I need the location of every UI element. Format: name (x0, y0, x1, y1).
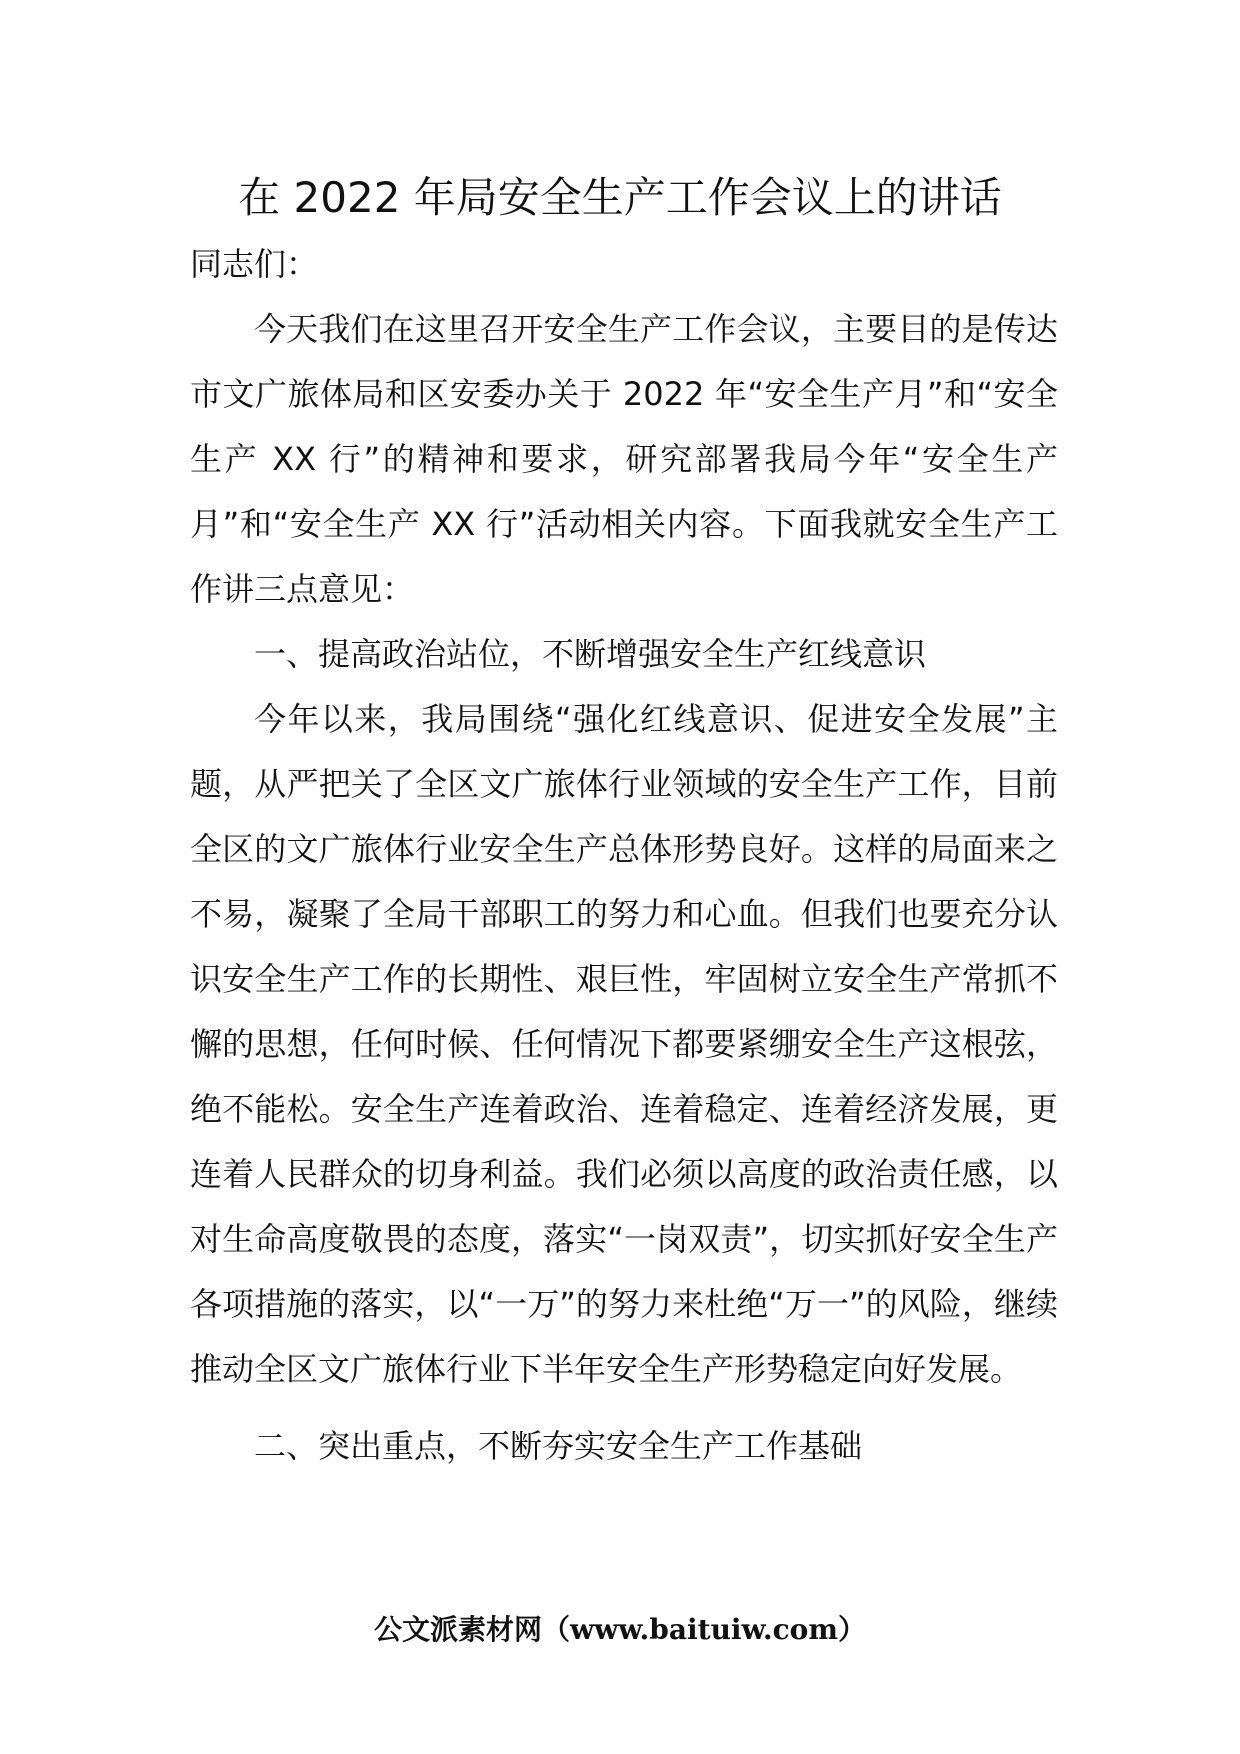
paragraph-section-1: 今年以来，我局围绕“强化红线意识、促进安全发展”主题，从严把关了全区文广旅体行业领域的安全生产工作，目前全区的文广旅体行业安全生产总体形势良好。这样的局面来之不易，凝聚了全局干部职工的努力和心血。但我们也要充分认识安全生产工作的长期性、艰巨性，牢固树立安全生产常抓不懈的思想，任何时候、任何情况下都要紧绷安全生产这根弦，绝不能松。安全生产连着政治、连着稳定、连着经济发展，更连着人民群众的切身利益。我们必须以高度的政治责任感，以对生命高度敬畏的态度，落实“一岗双责”，切实抓好安全生产各项措施的落实，以“一万”的努力来杜绝“万一”的风险，继续推动全区文广旅体行业下半年安全生产形势稳定向好发展。 (190, 700, 1058, 1388)
section-heading-1: 一、提高政治站位，不断增强安全生产红线意识 (254, 635, 927, 673)
footer-watermark: 公文派素材网（www.baituiw.com） (374, 1613, 866, 1646)
paragraph-intro: 今天我们在这里召开安全生产工作会议，主要目的是传达市文广旅体局和区安委办关于 2022 年“安全生产月”和“安全生产 XX 行”的精神和要求，研究部署我局今年“安全生产月”和“安全生产 XX 行”活动相关内容。下面我就安全生产工作讲三点意见： (190, 310, 1058, 608)
section-heading-2: 二、突出重点，不断夯实安全生产工作基础 (254, 1427, 863, 1465)
document-body (190, 232, 1058, 1479)
document-title: 在 2022 年局安全生产工作会议上的讲话 (238, 173, 1002, 222)
salutation: 同志们： (190, 245, 319, 283)
